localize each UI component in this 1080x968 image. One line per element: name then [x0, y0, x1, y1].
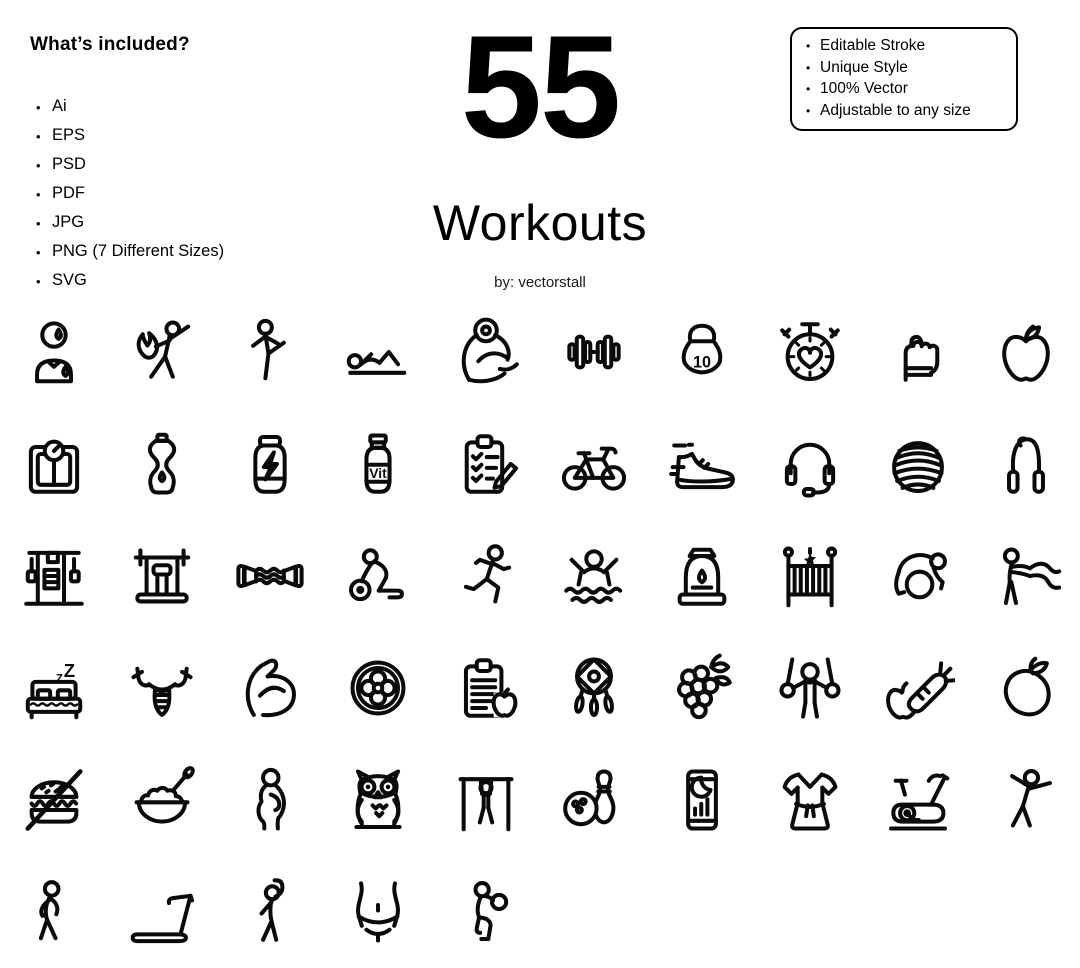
- features-box: [790, 27, 1018, 131]
- jump-rope-icon: [972, 408, 1080, 520]
- gym-ball-icon: [864, 408, 972, 520]
- pull-up-bar-icon: [432, 744, 540, 856]
- list-item: • PNG (7 Different Sizes): [30, 237, 224, 266]
- list-item: • Adjustable to any size: [794, 100, 1006, 122]
- healthy-food-icon: [864, 632, 972, 744]
- scented-candle-icon: [648, 520, 756, 632]
- dumbbell-icon: [540, 296, 648, 408]
- list-item: • Ai: [30, 92, 224, 121]
- icon-grid: [0, 296, 1080, 968]
- swimming-icon: [540, 520, 648, 632]
- stretching-icon: [972, 744, 1080, 856]
- kicking-exercise-icon: [216, 296, 324, 408]
- list-item: • SVG: [30, 266, 224, 295]
- weight-scale-icon: [0, 408, 108, 520]
- apple-icon: [972, 296, 1080, 408]
- bowling-icon: [540, 744, 648, 856]
- bathrobe-icon: [756, 744, 864, 856]
- sports-bottle-icon: [108, 408, 216, 520]
- bicycle-icon: [540, 408, 648, 520]
- pack-title: Workouts: [432, 195, 648, 251]
- slim-waist-icon: [324, 856, 432, 968]
- sleeping-bed-icon: [0, 632, 108, 744]
- kettlebell-icon: [648, 296, 756, 408]
- whats-included-list: [30, 92, 224, 295]
- whats-included-panel: [30, 34, 224, 295]
- list-item: • EPS: [30, 121, 224, 150]
- ab-wheel-icon: [324, 520, 432, 632]
- sit-ups-icon: [324, 296, 432, 408]
- sleep-tracker-app-icon: [648, 744, 756, 856]
- no-junk-food-icon: [0, 744, 108, 856]
- mango-icon: [972, 632, 1080, 744]
- burning-calories-icon: [108, 296, 216, 408]
- overweight-person-icon: [216, 744, 324, 856]
- grapes-icon: [648, 632, 756, 744]
- bodybuilder-icon: [108, 632, 216, 744]
- svg-text:Z: Z: [63, 660, 76, 682]
- gym-machine-icon: [0, 520, 108, 632]
- sweating-person-icon: [0, 296, 108, 408]
- whats-included-heading: What’s included?: [30, 34, 190, 55]
- dream-catcher-icon: [540, 632, 648, 744]
- exercise-bike-icon: [864, 744, 972, 856]
- author-byline: by: vectorstall: [494, 274, 586, 291]
- strong-fist-icon: [864, 296, 972, 408]
- treadmill-icon: [108, 856, 216, 968]
- squat-with-ball-icon: [432, 856, 540, 968]
- trainer-headset-icon: [756, 408, 864, 520]
- workout-plan-icon: [432, 408, 540, 520]
- heart-rate-stopwatch-icon: [756, 296, 864, 408]
- fried-egg-icon: [324, 632, 432, 744]
- svg-text:Vit: Vit: [369, 464, 387, 481]
- ball-exercise-icon: [864, 520, 972, 632]
- list-item: • PSD: [30, 150, 224, 179]
- list-item: • PDF: [30, 179, 224, 208]
- food-bowl-icon: [108, 744, 216, 856]
- bicep-icon: [216, 632, 324, 744]
- back-pain-icon: [0, 856, 108, 968]
- bench-press-icon: [108, 520, 216, 632]
- running-icon: [432, 520, 540, 632]
- list-item: • Unique Style: [794, 57, 1006, 79]
- list-item: • 100% Vector: [794, 78, 1006, 100]
- night-owl-icon: [324, 744, 432, 856]
- list-item: • Editable Stroke: [794, 35, 1006, 57]
- protein-jar-icon: [216, 408, 324, 520]
- running-shoe-icon: [648, 408, 756, 520]
- baby-crib-icon: [756, 520, 864, 632]
- features-list: [794, 35, 1006, 121]
- arm-muscle-dumbbell-icon: [432, 296, 540, 408]
- vitamins-icon: [324, 408, 432, 520]
- resistance-band-icon: [216, 520, 324, 632]
- list-item: • JPG: [30, 208, 224, 237]
- diet-plan-icon: [432, 632, 540, 744]
- icon-count: 55: [460, 5, 620, 168]
- side-bend-stretch-icon: [216, 856, 324, 968]
- battle-rope-icon: [972, 520, 1080, 632]
- svg-text:10: 10: [693, 353, 711, 372]
- gymnastic-rings-icon: [756, 632, 864, 744]
- svg-text:Z: Z: [55, 673, 63, 686]
